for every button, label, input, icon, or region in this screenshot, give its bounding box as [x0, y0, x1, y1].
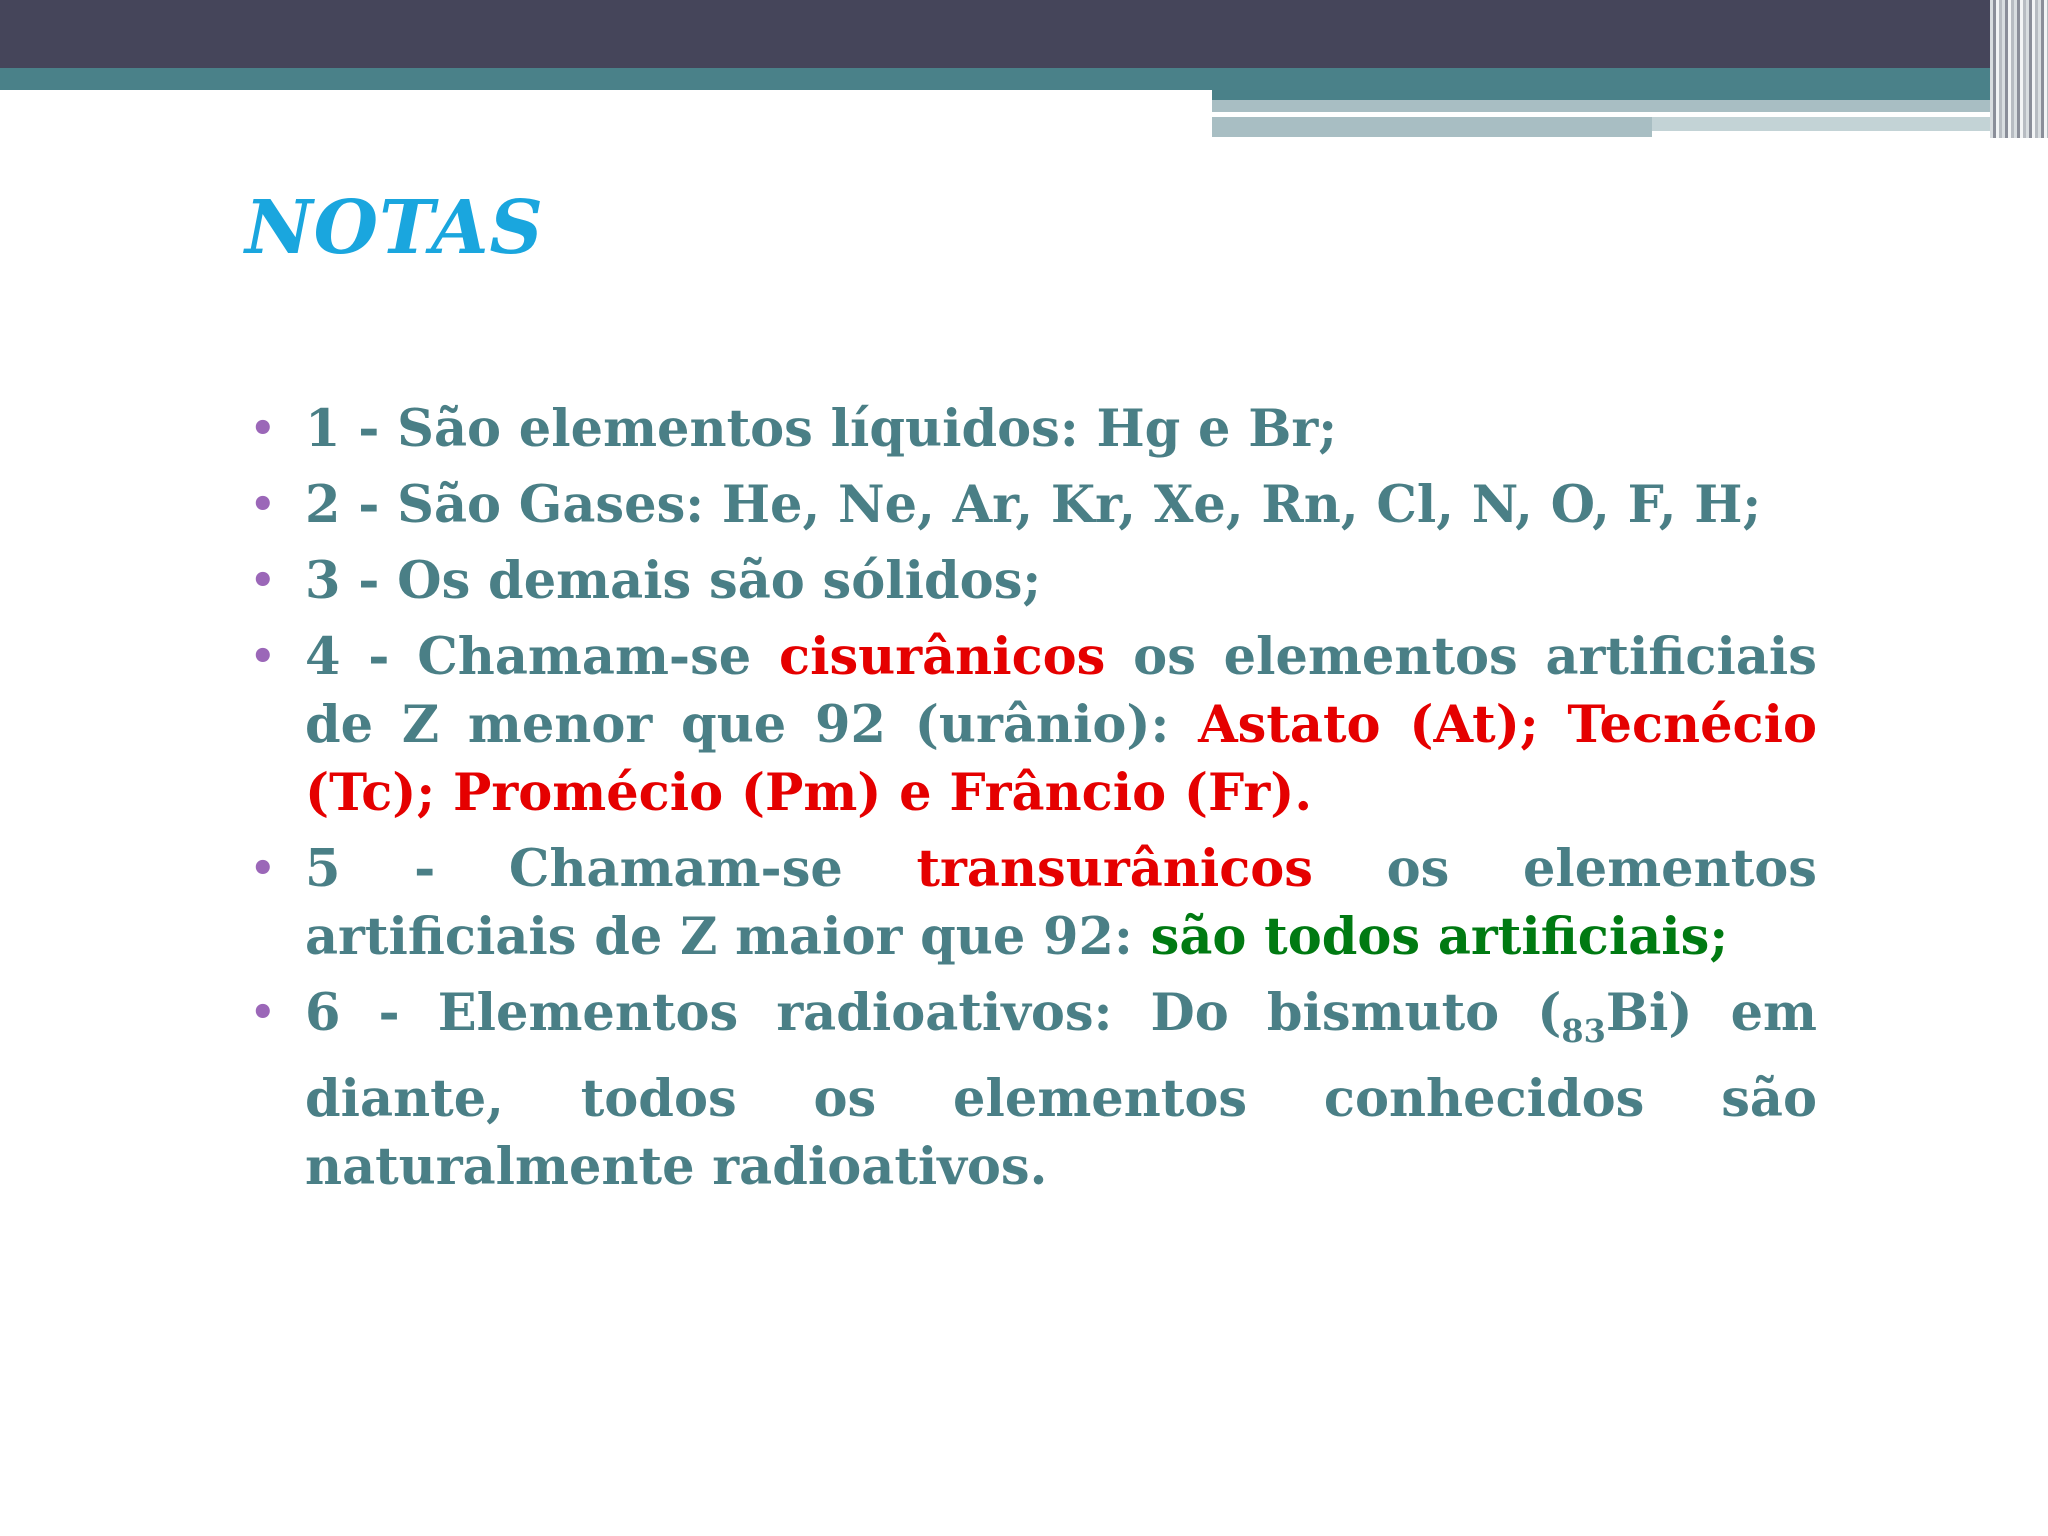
note-text: 2 - São Gases: He, Ne, Ar, Kr, Xe, Rn, Cl, N, O, F, H; — [305, 475, 1762, 535]
bullet-icon: • — [250, 557, 276, 604]
bullet-icon: • — [250, 845, 276, 892]
list-item — [245, 547, 1817, 615]
atomic-number-subscript: 83 — [1561, 1012, 1606, 1050]
list-item — [245, 623, 1817, 827]
note-text: 3 - Os demais são sólidos; — [305, 551, 1042, 611]
header-banner-light-strip — [1212, 100, 2048, 112]
slide-title: NOTAS — [245, 185, 544, 271]
header-banner-teal — [0, 68, 2048, 90]
term-transuranicos: transurânicos — [916, 839, 1313, 899]
header-banner-lower-strip — [1212, 117, 1652, 137]
note-text-intro: 6 - Elementos radioativos: Do bismuto ( — [305, 983, 1562, 1043]
transuranic-emphasis: são todos artificiais; — [1150, 907, 1729, 967]
list-item — [245, 835, 1817, 971]
element-symbol: Bi — [1605, 983, 1669, 1043]
bullet-icon: • — [250, 633, 276, 680]
note-text-intro: 5 - Chamam-se — [305, 839, 917, 899]
note-text-end: ) em diante, todos os elementos conhecidos são naturalmente radioativos. — [305, 983, 1817, 1197]
list-item — [245, 471, 1817, 539]
note-text-intro: 4 - Chamam-se — [305, 627, 780, 687]
bullet-icon: • — [250, 481, 276, 528]
notes-list — [245, 395, 1817, 1209]
note-text-middle: os elementos artificiais de Z maior que 92: — [305, 839, 1817, 967]
header-banner-vertical-bars — [1990, 0, 2048, 138]
header-banner-teal-step — [1212, 90, 2048, 100]
note-text-middle: os elementos artificiais de Z menor que 92 (urânio): — [305, 627, 1817, 755]
cisuranic-examples: Astato (At); Tecnécio (Tc); Promécio (Pm) e Frâncio (Fr). — [305, 695, 1817, 823]
bullet-icon: • — [250, 405, 276, 452]
list-item — [245, 395, 1817, 463]
header-banner-lower-strip-right — [1652, 117, 2012, 131]
header-banner-dark — [0, 0, 2048, 68]
list-item — [245, 979, 1817, 1201]
note-text: 1 - São elementos líquidos: Hg e Br; — [305, 399, 1338, 459]
bullet-icon: • — [250, 989, 276, 1036]
term-cisuranicos: cisurânicos — [779, 627, 1106, 687]
